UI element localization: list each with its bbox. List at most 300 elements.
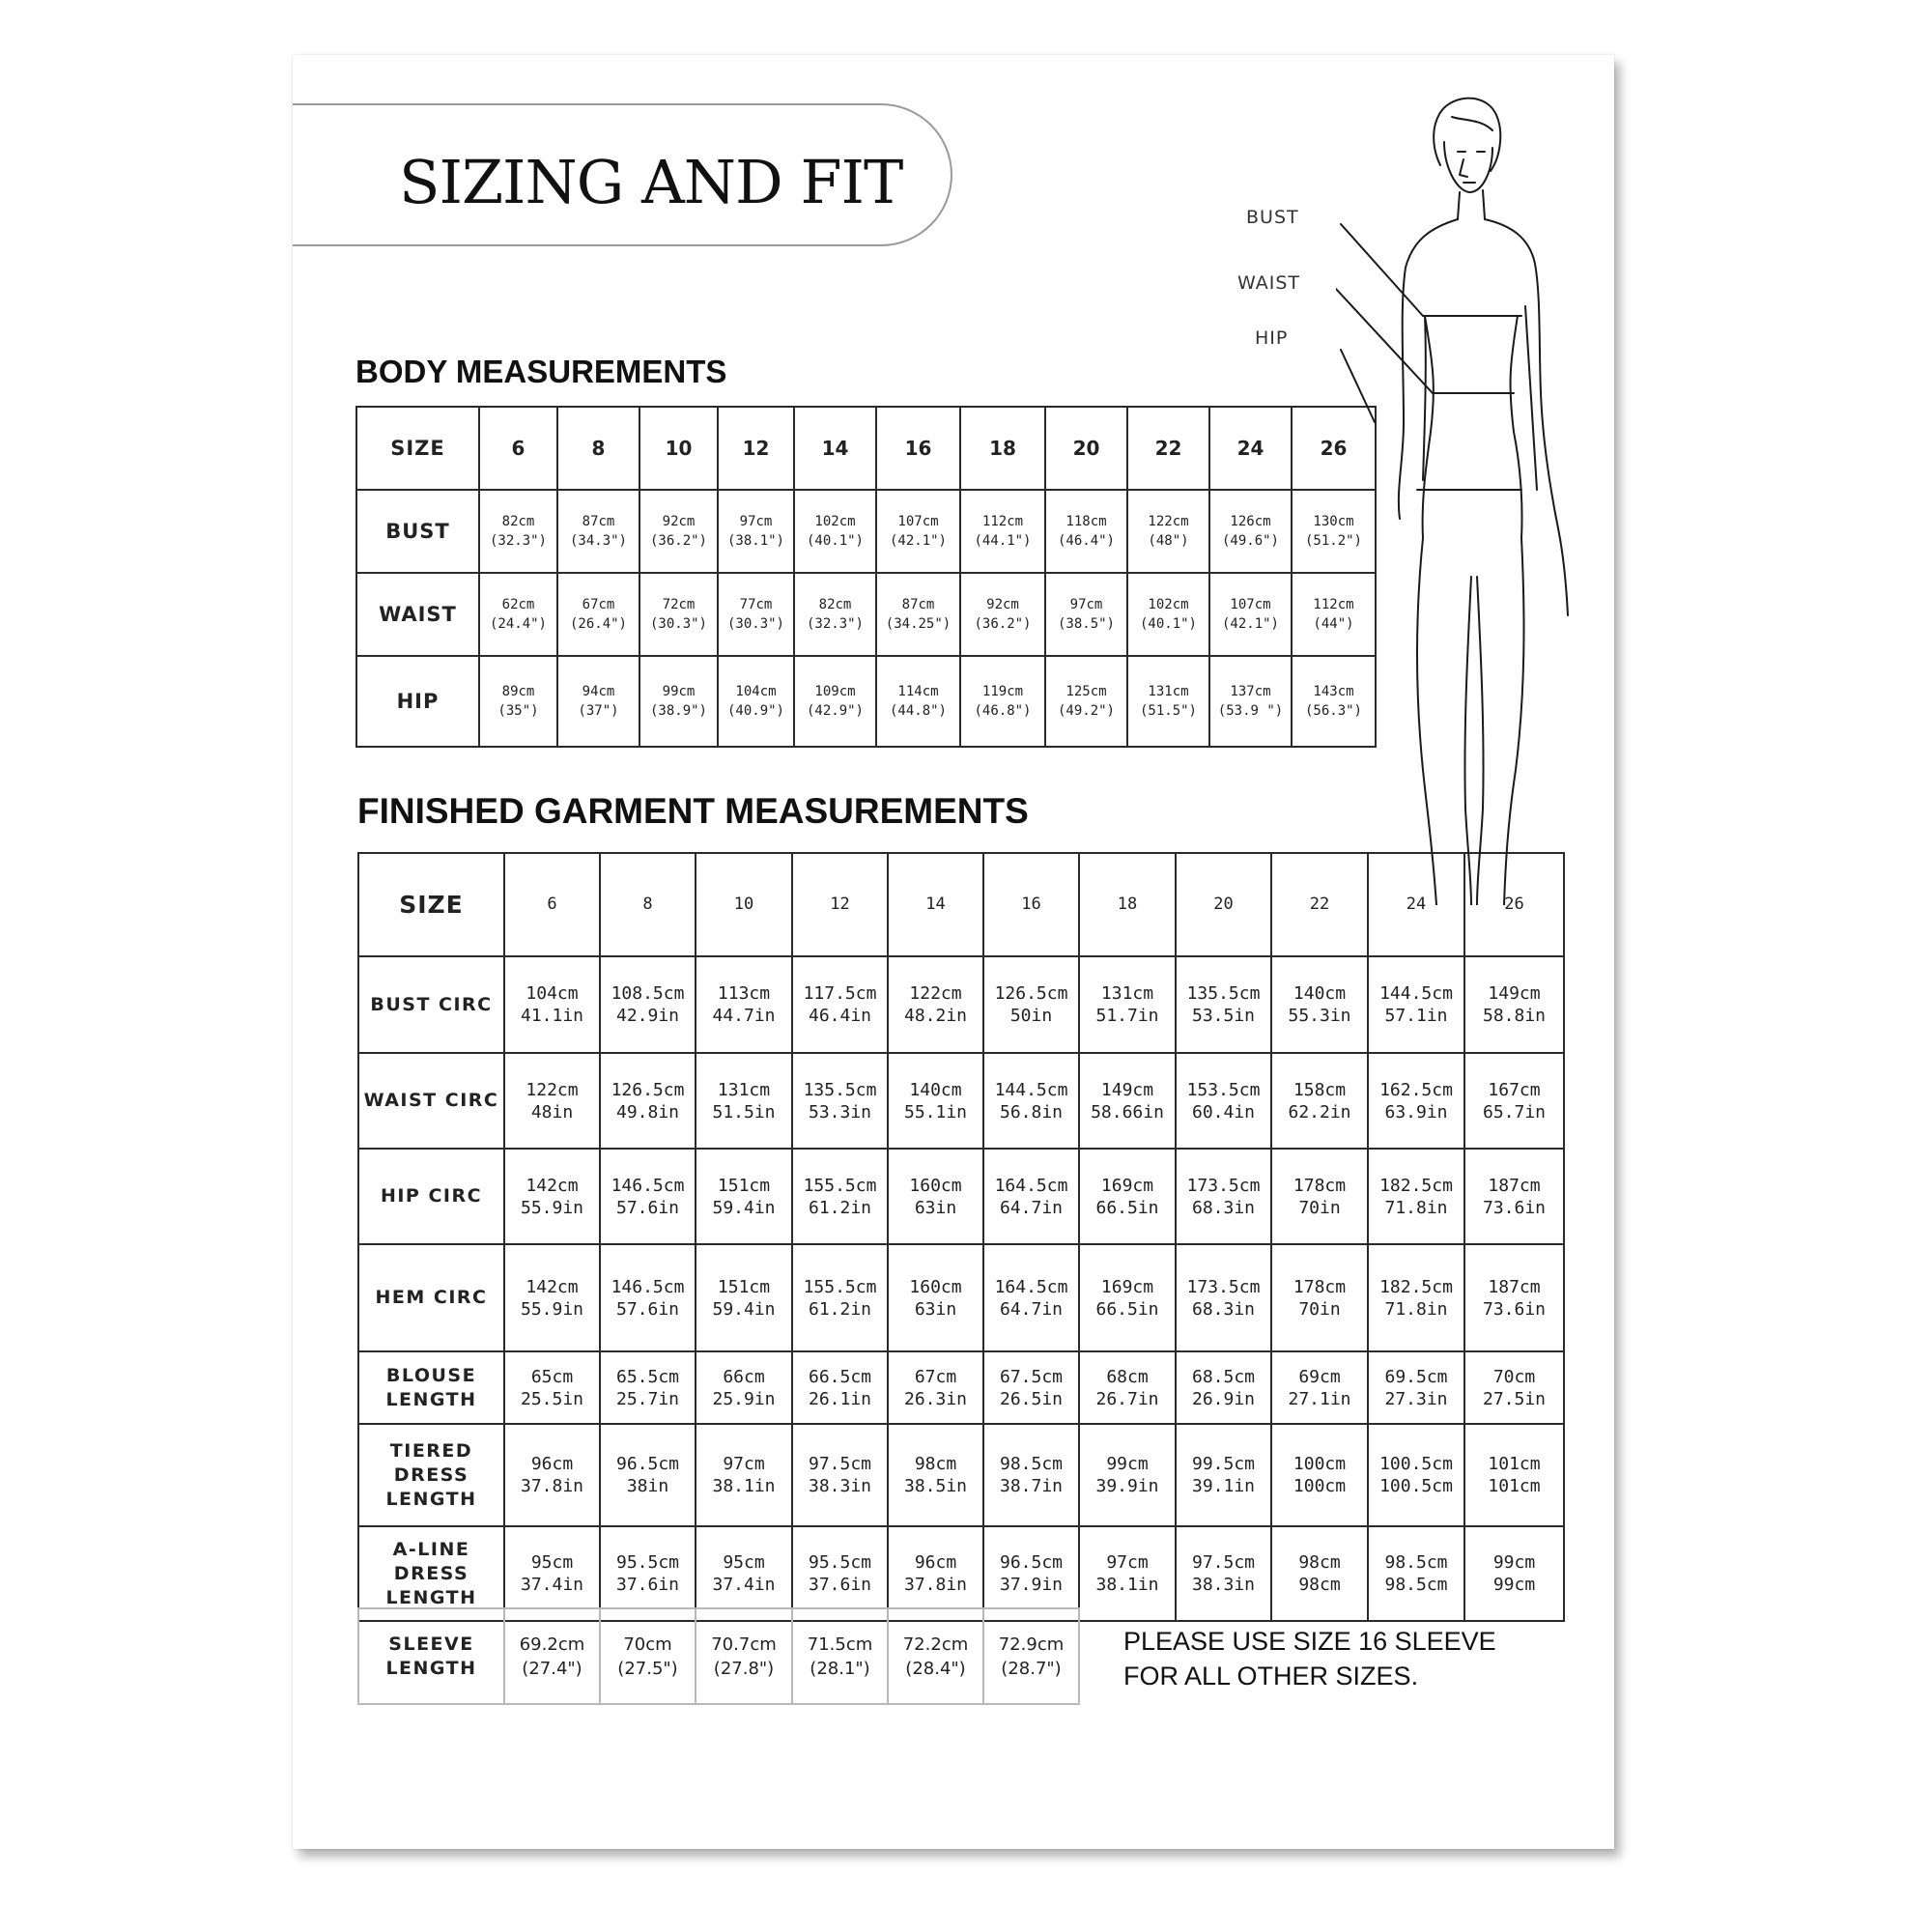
cell-text: 87cm: [901, 597, 935, 612]
cell-text: (30.3"): [649, 616, 707, 632]
cell-text: 10: [665, 437, 693, 460]
cell-text: 104cm: [735, 684, 777, 699]
row-label: [356, 573, 479, 656]
cell-text: 37.8in: [520, 1476, 584, 1496]
garment-measurements-table: [357, 852, 1565, 1622]
cell-text: 101cm: [1488, 1476, 1541, 1496]
cell-text: 98cm: [914, 1454, 957, 1474]
cell-text: 63in: [914, 1298, 957, 1320]
cell-text: 56.8in: [999, 1101, 1064, 1122]
cell-text: WAIST: [379, 603, 457, 626]
cell-text: 72.9cm: [998, 1634, 1065, 1655]
cell-text: 27.3in: [1384, 1388, 1448, 1409]
cell-text: 118cm: [1065, 514, 1107, 529]
cell-text: (35"): [497, 703, 539, 719]
cell-text: 97.5cm: [1191, 1552, 1256, 1573]
cell-text: 82cm: [818, 597, 852, 612]
cell-text: HIP CIRC: [380, 1185, 483, 1207]
cell-text: 135.5cm: [803, 1079, 877, 1100]
table-row: [358, 956, 1564, 1053]
cell-text: 63.9in: [1384, 1101, 1448, 1122]
cell-text: 72.2cm: [902, 1634, 969, 1655]
cell-text: SIZE: [390, 437, 445, 460]
cell-text: 97cm: [723, 1454, 765, 1474]
measurement-cell: [1464, 956, 1564, 1053]
cell-text: 140cm: [1293, 983, 1347, 1004]
cell-text: 178cm: [1293, 1175, 1347, 1196]
cell-text: 8: [642, 895, 653, 914]
cell-text: 24: [1236, 437, 1264, 460]
cell-text: 173.5cm: [1186, 1276, 1261, 1297]
bust-label: BUST: [1246, 207, 1299, 228]
cell-text: 95cm: [723, 1552, 765, 1573]
measurement-cell: [983, 1351, 1079, 1424]
cell-text: 95.5cm: [615, 1552, 680, 1573]
table-row: [358, 1608, 1079, 1704]
measurement-cell: [1464, 1526, 1564, 1621]
measurement-cell: [1079, 1351, 1176, 1424]
cell-text: 48in: [530, 1101, 574, 1122]
measurement-cell: [888, 956, 983, 1053]
cell-text: 135.5cm: [1186, 983, 1261, 1004]
cell-text: 126.5cm: [611, 1079, 685, 1100]
measurement-cell: [1464, 1149, 1564, 1244]
measurement-cell: [960, 656, 1045, 747]
size-column-header: [888, 853, 983, 956]
measurement-cell: [792, 1351, 888, 1424]
cell-text: LENGTH: [385, 1586, 477, 1608]
cell-text: LENGTH: [385, 1488, 477, 1510]
cell-text: 38.3in: [1191, 1575, 1256, 1595]
measurement-cell: [983, 1608, 1079, 1704]
cell-text: SIZE: [399, 891, 464, 919]
cell-text: 66.5in: [1095, 1197, 1159, 1218]
cell-text: SLEEVE: [388, 1633, 474, 1655]
cell-text: 102cm: [1148, 597, 1189, 612]
measurement-cell: [1176, 1424, 1271, 1526]
cell-text: 42.9in: [615, 1006, 680, 1026]
cell-text: 12: [742, 437, 770, 460]
cell-text: 37.4in: [520, 1575, 584, 1595]
cell-text: 142cm: [526, 1175, 579, 1196]
cell-text: 66.5cm: [808, 1366, 872, 1387]
measurement-cell: [1176, 1244, 1271, 1351]
cell-text: A-LINE: [392, 1538, 470, 1560]
measurement-cell: [1176, 1351, 1271, 1424]
cell-text: 95cm: [530, 1552, 574, 1573]
cell-text: (49.6"): [1221, 533, 1279, 549]
cell-text: 14: [925, 895, 946, 914]
cell-text: 22: [1309, 895, 1330, 914]
cell-text: 140cm: [909, 1079, 962, 1100]
cell-text: 22: [1154, 437, 1182, 460]
size-header: [356, 407, 479, 490]
cell-text: (42.1"): [1221, 616, 1279, 632]
cell-text: (49.2"): [1057, 703, 1115, 719]
cell-text: 26: [1504, 895, 1524, 914]
measurement-cell: [718, 656, 794, 747]
cell-text: (44.1"): [974, 533, 1032, 549]
cell-text: 6: [547, 895, 557, 914]
measurement-cell: [1271, 1149, 1368, 1244]
page-title: SIZING AND FIT: [399, 147, 903, 217]
cell-text: 98.5cm: [1384, 1575, 1448, 1595]
cell-text: 68.3in: [1191, 1197, 1256, 1218]
cell-text: 160cm: [909, 1175, 962, 1196]
table-row: [356, 407, 1376, 490]
cell-text: 48.2in: [903, 1006, 968, 1026]
cell-text: DRESS: [393, 1562, 469, 1584]
measurement-cell: [983, 1244, 1079, 1351]
measurement-cell: [876, 490, 960, 573]
cell-text: (30.3"): [726, 616, 784, 632]
cell-text: 155.5cm: [803, 1175, 877, 1196]
measurement-cell: [983, 956, 1079, 1053]
measurement-cell: [1368, 1424, 1464, 1526]
measurement-cell: [888, 1351, 983, 1424]
cell-text: 169cm: [1100, 1175, 1154, 1196]
measurement-cell: [1079, 1526, 1176, 1621]
cell-text: 20: [1072, 437, 1100, 460]
size-column-header: [876, 407, 960, 490]
cell-text: 71.5cm: [807, 1634, 873, 1655]
measurement-cell: [557, 656, 639, 747]
cell-text: 98.5cm: [1384, 1552, 1448, 1573]
measurement-cell: [504, 1608, 600, 1704]
measurement-cell: [792, 1053, 888, 1149]
cell-text: 187cm: [1488, 1276, 1541, 1297]
cell-text: BUST CIRC: [370, 993, 493, 1015]
cell-text: 167cm: [1488, 1079, 1541, 1100]
cell-text: BLOUSE: [385, 1364, 477, 1386]
cell-text: 112cm: [1313, 597, 1354, 612]
cell-text: WAIST CIRC: [363, 1090, 499, 1111]
cell-text: 67cm: [914, 1366, 957, 1387]
cell-text: 158cm: [1293, 1079, 1347, 1100]
cell-text: 137cm: [1230, 684, 1271, 699]
measurement-cell: [1176, 1526, 1271, 1621]
measurement-cell: [1176, 956, 1271, 1053]
cell-text: 37.4in: [712, 1575, 776, 1595]
measurement-cell: [1464, 1053, 1564, 1149]
cell-text: 16: [1021, 895, 1041, 914]
cell-text: 39.1in: [1191, 1476, 1256, 1496]
cell-text: 107cm: [1230, 597, 1271, 612]
cell-text: BUST: [385, 520, 450, 543]
size-column-header: [983, 853, 1079, 956]
cell-text: 70.7cm: [711, 1634, 777, 1655]
measurement-cell: [792, 1244, 888, 1351]
size-column-header: [557, 407, 639, 490]
cell-text: 131cm: [1148, 684, 1189, 699]
cell-text: (51.2"): [1304, 533, 1362, 549]
cell-text: 155.5cm: [803, 1276, 877, 1297]
cell-text: 68.5cm: [1191, 1366, 1256, 1387]
cell-text: 96.5cm: [999, 1552, 1064, 1573]
size-column-header: [1079, 853, 1176, 956]
measurement-cell: [696, 956, 792, 1053]
cell-text: (26.4"): [569, 616, 627, 632]
table-row: [358, 1424, 1564, 1526]
cell-text: 187cm: [1488, 1175, 1541, 1196]
measurement-cell: [1176, 1149, 1271, 1244]
cell-text: 66cm: [723, 1366, 765, 1387]
cell-text: 97cm: [739, 514, 773, 529]
cell-text: 26.9in: [1191, 1388, 1256, 1409]
measurement-cell: [479, 490, 557, 573]
measurement-cell: [504, 1244, 600, 1351]
cell-text: 59.4in: [712, 1197, 776, 1218]
cell-text: 50in: [1009, 1006, 1053, 1026]
cell-text: 16: [904, 437, 932, 460]
cell-text: 96cm: [530, 1454, 574, 1474]
cell-text: 119cm: [981, 684, 1024, 699]
cell-text: 20: [1213, 895, 1234, 914]
measurement-cell: [1176, 1053, 1271, 1149]
measurement-cell: [1209, 573, 1292, 656]
cell-text: HEM CIRC: [375, 1287, 488, 1308]
measurement-cell: [504, 1053, 600, 1149]
row-label: [356, 656, 479, 747]
garment-measurements-heading: FINISHED GARMENT MEASUREMENTS: [357, 791, 1029, 831]
cell-text: 38.1in: [712, 1476, 776, 1496]
measurement-cell: [1079, 1424, 1176, 1526]
cell-text: 96.5cm: [615, 1454, 680, 1474]
measurement-cell: [600, 1608, 696, 1704]
cell-text: 102cm: [814, 514, 856, 529]
sleeve-note: PLEASE USE SIZE 16 SLEEVE FOR ALL OTHER SIZES.: [1123, 1627, 1496, 1690]
measurement-cell: [792, 1608, 888, 1704]
cell-text: 131cm: [717, 1079, 771, 1100]
cell-text: (46.4"): [1057, 533, 1115, 549]
cell-text: 126.5cm: [994, 983, 1068, 1004]
measurement-cell: [1127, 656, 1209, 747]
cell-text: 25.9in: [712, 1388, 776, 1409]
cell-text: (24.4"): [489, 616, 547, 632]
cell-text: 38in: [626, 1476, 669, 1496]
measurement-cell: [792, 956, 888, 1053]
size-column-header: [479, 407, 557, 490]
measurement-cell: [1271, 1526, 1368, 1621]
measurement-cell: [1271, 1244, 1368, 1351]
measurement-cell: [1368, 956, 1464, 1053]
cell-text: 113cm: [717, 983, 771, 1004]
cell-text: 14: [821, 437, 849, 460]
cell-text: 41.1in: [520, 1006, 584, 1026]
measurement-cell: [639, 490, 718, 573]
cell-text: 67cm: [582, 597, 615, 612]
cell-text: (44.8"): [889, 703, 947, 719]
row-label: [358, 1424, 504, 1526]
cell-text: (42.9"): [806, 703, 864, 719]
measurement-cell: [888, 1244, 983, 1351]
cell-text: (38.9"): [649, 703, 707, 719]
measurement-cell: [1209, 490, 1292, 573]
cell-text: 8: [591, 437, 606, 460]
measurement-cell: [1079, 1244, 1176, 1351]
cell-text: 82cm: [501, 514, 535, 529]
measurement-cell: [600, 1053, 696, 1149]
measurement-cell: [600, 1244, 696, 1351]
cell-text: 10: [733, 895, 754, 914]
cell-text: (37"): [578, 703, 619, 719]
cell-text: 49.8in: [615, 1101, 680, 1122]
cell-text: 92cm: [986, 597, 1019, 612]
cell-text: 38.1in: [1095, 1575, 1159, 1595]
cell-text: 89cm: [501, 684, 535, 699]
cell-text: 65cm: [530, 1366, 574, 1387]
measurement-cell: [1368, 1053, 1464, 1149]
cell-text: 72cm: [662, 597, 696, 612]
measurement-cell: [600, 1424, 696, 1526]
cell-text: 24: [1406, 895, 1427, 914]
cell-text: 122cm: [1148, 514, 1189, 529]
cell-text: (56.3"): [1304, 703, 1362, 719]
cell-text: (46.8"): [974, 703, 1032, 719]
cell-text: 97cm: [1069, 597, 1103, 612]
sizing-sheet: [293, 55, 1614, 1849]
measurement-cell: [1271, 1351, 1368, 1424]
table-row: [358, 1053, 1564, 1149]
cell-text: 164.5cm: [994, 1175, 1068, 1196]
cell-text: 98cm: [1298, 1552, 1341, 1573]
cell-text: 38.3in: [808, 1476, 872, 1496]
measurement-cell: [600, 1149, 696, 1244]
table-row: [358, 1244, 1564, 1351]
measurement-cell: [794, 656, 876, 747]
cell-text: 12: [830, 895, 850, 914]
cell-text: 169cm: [1100, 1276, 1154, 1297]
row-label: [358, 1351, 504, 1424]
cell-text: LENGTH: [385, 1657, 477, 1679]
cell-text: 26.1in: [808, 1388, 872, 1409]
measurement-cell: [696, 1053, 792, 1149]
size-column-header: [1045, 407, 1127, 490]
hip-label: HIP: [1255, 327, 1289, 349]
cell-text: 99cm: [1492, 1575, 1536, 1595]
cell-text: 6: [511, 437, 526, 460]
measurement-cell: [888, 1053, 983, 1149]
measurement-cell: [479, 656, 557, 747]
measurement-cell: [1079, 1149, 1176, 1244]
cell-text: 151cm: [717, 1276, 771, 1297]
cell-text: (48"): [1148, 533, 1189, 549]
cell-text: 149cm: [1488, 983, 1541, 1004]
cell-text: 131cm: [1100, 983, 1154, 1004]
measurement-cell: [1127, 490, 1209, 573]
cell-text: 164.5cm: [994, 1276, 1068, 1297]
cell-text: 64.7in: [999, 1298, 1064, 1320]
cell-text: (36.2"): [649, 533, 707, 549]
cell-text: 73.6in: [1482, 1197, 1547, 1218]
cell-text: 125cm: [1065, 684, 1107, 699]
measurement-cell: [983, 1053, 1079, 1149]
size-column-header: [504, 853, 600, 956]
cell-text: 146.5cm: [611, 1175, 685, 1196]
waist-label: WAIST: [1237, 272, 1301, 294]
cell-text: 144.5cm: [1379, 983, 1453, 1004]
size-column-header: [718, 407, 794, 490]
cell-text: (28.7"): [1001, 1658, 1062, 1679]
cell-text: 65.7in: [1482, 1101, 1547, 1122]
cell-text: 122cm: [526, 1079, 579, 1100]
measurement-cell: [696, 1424, 792, 1526]
cell-text: 70in: [1298, 1298, 1341, 1320]
cell-text: 68.3in: [1191, 1298, 1256, 1320]
cell-text: 46.4in: [808, 1006, 872, 1026]
cell-text: 100.5cm: [1379, 1454, 1453, 1474]
row-label: [358, 1149, 504, 1244]
cell-text: 178cm: [1293, 1276, 1347, 1297]
row-label: [358, 1053, 504, 1149]
cell-text: 70cm: [1492, 1366, 1536, 1387]
measurement-cell: [888, 1424, 983, 1526]
cell-text: 38.5in: [903, 1476, 968, 1496]
cell-text: (42.1"): [889, 533, 947, 549]
measurement-cell: [696, 1351, 792, 1424]
cell-text: (27.5"): [617, 1658, 678, 1679]
table-row: [356, 573, 1376, 656]
cell-text: 68cm: [1106, 1366, 1149, 1387]
measurement-cell: [1368, 1149, 1464, 1244]
cell-text: 26.7in: [1095, 1388, 1159, 1409]
cell-text: 61.2in: [808, 1197, 872, 1218]
measurement-cell: [600, 956, 696, 1053]
cell-text: (27.8"): [713, 1658, 775, 1679]
figure-illustration: [1336, 74, 1587, 905]
measurement-cell: [479, 573, 557, 656]
cell-text: 117.5cm: [803, 983, 877, 1004]
cell-text: 97cm: [1106, 1552, 1149, 1573]
cell-text: 98.5cm: [999, 1454, 1064, 1474]
cell-text: 122cm: [909, 983, 962, 1004]
cell-text: 173.5cm: [1186, 1175, 1261, 1196]
cell-text: 107cm: [897, 514, 939, 529]
cell-text: 69.5cm: [1384, 1366, 1448, 1387]
cell-text: 53.5in: [1191, 1006, 1256, 1026]
table-row: [356, 656, 1376, 747]
measurement-cell: [1368, 1244, 1464, 1351]
measurement-cell: [1464, 1351, 1564, 1424]
measurement-cell: [504, 956, 600, 1053]
cell-text: 143cm: [1313, 684, 1354, 699]
measurement-cell: [960, 490, 1045, 573]
row-label: [358, 1244, 504, 1351]
measurement-cell: [1271, 1053, 1368, 1149]
cell-text: (32.3"): [489, 533, 547, 549]
measurement-cell: [888, 1149, 983, 1244]
cell-text: 98cm: [1298, 1575, 1341, 1595]
cell-text: (40.1"): [806, 533, 864, 549]
cell-text: 27.1in: [1288, 1388, 1351, 1409]
size-column-header: [794, 407, 876, 490]
cell-text: 99.5cm: [1191, 1454, 1256, 1474]
cell-text: 144.5cm: [994, 1079, 1068, 1100]
cell-text: 26: [1320, 437, 1348, 460]
cell-text: 100cm: [1293, 1476, 1347, 1496]
cell-text: (38.5"): [1057, 616, 1115, 632]
cell-text: 99cm: [1492, 1552, 1536, 1573]
cell-text: 95.5cm: [808, 1552, 872, 1573]
cell-text: 59.4in: [712, 1298, 776, 1320]
cell-text: TIERED: [389, 1439, 473, 1462]
cell-text: 51.7in: [1095, 1006, 1159, 1026]
table-row: [356, 490, 1376, 573]
cell-text: 55.9in: [520, 1298, 584, 1320]
measurement-cell: [1045, 573, 1127, 656]
cell-text: 92cm: [662, 514, 696, 529]
cell-text: (27.4"): [522, 1658, 582, 1679]
